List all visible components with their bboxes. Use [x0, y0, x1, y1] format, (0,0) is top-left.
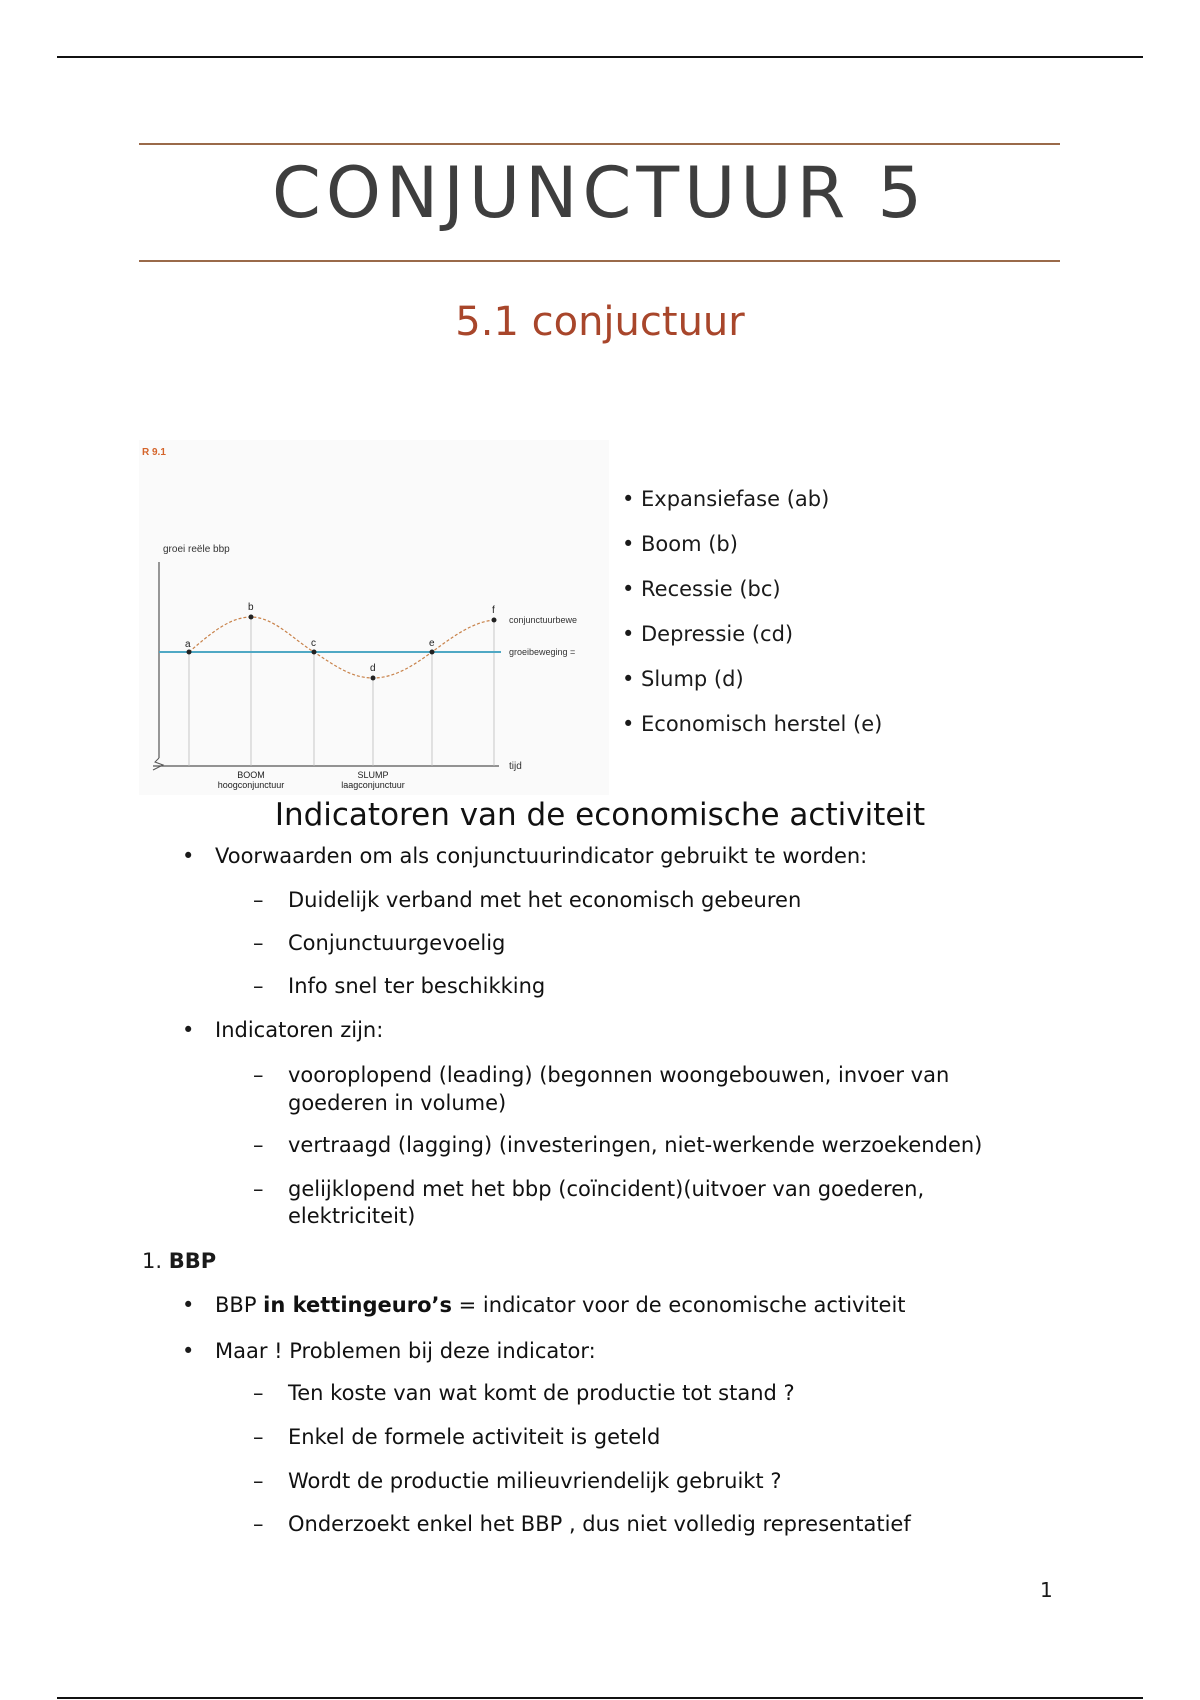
bullet-icon: • — [182, 1018, 195, 1042]
type-item-line1: vertraagd (lagging) (investeringen, niet-werkende werzoekenden) — [288, 1133, 983, 1157]
condition-item: Info snel ter beschikking — [288, 974, 546, 998]
problem-item: Enkel de formele activiteit is geteld — [288, 1425, 661, 1449]
condition-item: Conjunctuurgevoelig — [288, 931, 506, 955]
figure-label: R 9.1 — [142, 447, 166, 458]
type-item-line1: gelijklopend met het bbp (coïncident)(uitvoer van goederen, — [288, 1177, 925, 1201]
dash-icon: – — [253, 974, 264, 998]
point-label-e: e — [429, 638, 435, 649]
footer-rule — [57, 1697, 1143, 1699]
point-e — [430, 650, 435, 655]
bbp-problems-intro: Maar ! Problemen bij deze indicator: — [215, 1339, 596, 1363]
bullet-icon: • — [622, 487, 635, 511]
problem-item: Wordt de productie milieuvriendelijk gebruikt ? — [288, 1469, 782, 1493]
point-f — [492, 618, 497, 623]
bbp-heading-label: BBP — [168, 1249, 217, 1273]
bullet-icon: • — [622, 712, 635, 736]
slump-label: SLUMP — [357, 770, 389, 780]
phase-item — [622, 664, 882, 709]
bbp-heading — [142, 1248, 216, 1274]
dash-icon: – — [253, 1381, 264, 1405]
bullet-icon: • — [622, 667, 635, 691]
bullet-icon: • — [622, 577, 635, 601]
phase-item — [622, 529, 882, 574]
title-top-rule — [139, 143, 1060, 145]
dash-icon: – — [253, 1512, 264, 1536]
dash-icon: – — [253, 1063, 264, 1087]
condition-item: Duidelijk verband met het economisch gebeuren — [288, 888, 802, 912]
type-item-line1: vooroplopend (leading) (begonnen woongebouwen, invoer van — [288, 1063, 950, 1087]
phase-item — [622, 709, 882, 754]
indicators-heading: Indicatoren van de economische activiteit — [274, 797, 926, 833]
point-label-a: a — [185, 639, 191, 650]
bbp-point — [215, 1292, 906, 1318]
phase-item — [622, 484, 882, 529]
point-label-f: f — [492, 605, 495, 616]
dash-icon: – — [253, 1177, 264, 1201]
phase-label: Boom (b) — [641, 532, 738, 556]
phase-label: Expansiefase (ab) — [641, 487, 830, 511]
bbp-point-pre: BBP — [215, 1293, 264, 1317]
type-item-line2: elektriciteit) — [288, 1204, 416, 1228]
bullet-icon: • — [622, 532, 635, 556]
curve-label: conjunctuurbewe — [509, 615, 578, 625]
dash-icon: – — [253, 1469, 264, 1493]
phase-item — [622, 619, 882, 664]
bbp-number: 1. — [142, 1249, 163, 1273]
point-label-b: b — [248, 602, 254, 613]
section-title: 5.1 conjuctuur — [455, 299, 745, 345]
point-label-d: d — [370, 663, 376, 674]
type-item-line2: goederen in volume) — [288, 1091, 507, 1115]
phase-label: Economisch herstel (e) — [641, 712, 883, 736]
page-title: CONJUNCTUUR 5 — [271, 152, 928, 234]
bullet-icon: • — [182, 844, 195, 868]
boom-label: BOOM — [237, 770, 265, 780]
dash-icon: – — [253, 931, 264, 955]
phase-label: Recessie (bc) — [641, 577, 781, 601]
business-cycle-chart — [139, 440, 609, 795]
bullet-icon: • — [182, 1293, 195, 1317]
phase-label: Depressie (cd) — [641, 622, 794, 646]
dash-icon: – — [253, 1425, 264, 1449]
x-axis-label: tijd — [509, 761, 522, 772]
title-bottom-rule — [139, 260, 1060, 262]
phase-list — [622, 484, 882, 754]
business-cycle-figure — [139, 440, 609, 795]
trend-label: groeibeweging = — [509, 647, 576, 657]
point-c — [312, 650, 317, 655]
boom-sublabel: hoogconjunctuur — [217, 780, 285, 790]
point-b — [249, 615, 254, 620]
problem-item: Ten koste van wat komt de productie tot stand ? — [288, 1381, 795, 1405]
slump-sublabel: laagconjunctuur — [341, 780, 405, 790]
types-intro: Indicatoren zijn: — [215, 1018, 384, 1042]
phase-label: Slump (d) — [641, 667, 744, 691]
bbp-point-bold: in kettingeuro’s — [263, 1293, 452, 1317]
problem-item: Onderzoekt enkel het BBP , dus niet volledig representatief — [288, 1512, 911, 1536]
bbp-point-post: = indicator voor de economische activiteit — [451, 1293, 906, 1317]
conditions-intro: Voorwaarden om als conjunctuurindicator gebruikt te worden: — [215, 844, 868, 868]
point-d — [371, 676, 376, 681]
page-number: 1 — [1040, 1578, 1053, 1602]
bullet-icon: • — [622, 622, 635, 646]
y-axis-label: groei reële bbp — [163, 544, 230, 555]
dash-icon: – — [253, 888, 264, 912]
phase-item — [622, 574, 882, 619]
point-a — [187, 650, 192, 655]
bullet-icon: • — [182, 1339, 195, 1363]
header-rule — [57, 56, 1143, 58]
point-label-c: c — [311, 638, 316, 649]
dash-icon: – — [253, 1133, 264, 1157]
